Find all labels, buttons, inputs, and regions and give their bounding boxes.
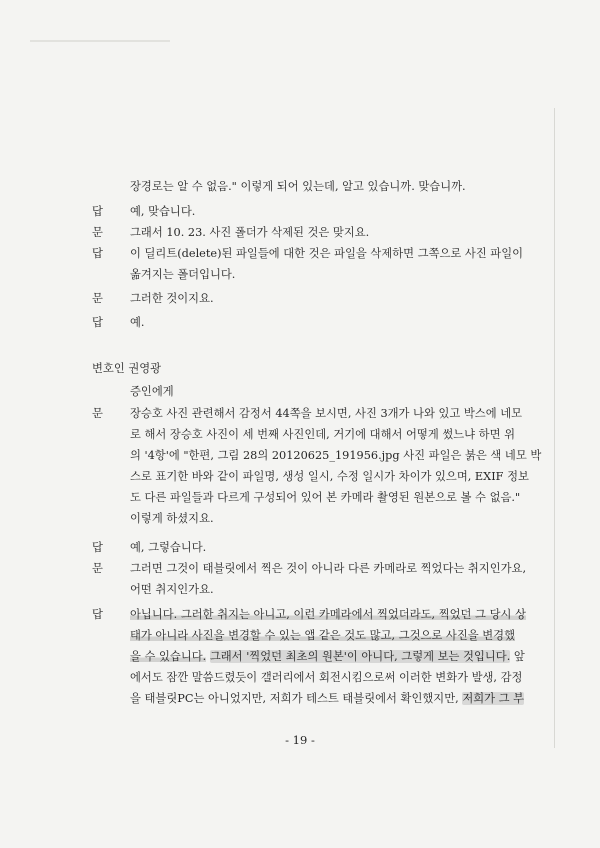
text-line: 어떤 취지인가요. [130,583,214,596]
text-fragment: 을 태블릿PC는 아니었지만, 저희가 테스트 태블릿에서 확인했지만, [130,692,459,705]
text-line: 로 해서 장승호 사진이 세 번째 사진인데, 거기에 대해서 어떻게 썼느냐 하면 위 [130,428,515,441]
text-line [130,604,534,625]
text-line: 그러면 그것이 태블릿에서 찍은 것이 아니라 다른 카메라로 찍었다는 취지인가요, [130,562,527,575]
answer-label: 답 [92,205,103,218]
question-label: 문 [92,407,103,420]
highlighted-text: 태가 아니라 사진을 변경할 수 있는 앱 같은 것도 많고, 그것으로 사진을 변경했 [130,629,515,642]
text-line: 도 다른 파일들과 다르게 구성되어 있어 본 카메라 촬영된 원본으로 볼 수 없음." [130,491,521,504]
text-line: 장승호 사진 관련해서 감정서 44쪽을 보시면, 사진 3개가 나와 있고 박스에 네모 [130,407,523,420]
answer-label: 답 [92,608,103,621]
text-line: 예, 그렇습니다. [130,541,207,554]
text-line: 의 '4항'에 "한편, 그림 28의 20120625_191956.jpg 사진 파일은 붉은 색 네모 박 [130,449,542,462]
text-line: 스로 표기한 바와 같이 파일명, 생성 일시, 수정 일시가 차이가 있으며, EXIF 정보 [130,470,529,483]
question-label: 문 [92,292,103,305]
text-line [130,688,534,709]
answer-label: 답 [92,316,103,329]
text-line: 장경로는 알 수 없음." 이렇게 되어 있는데, 알고 있습니까. 맞습니까. [130,180,466,193]
question-label: 문 [92,226,103,239]
text-line: 이렇게 하셨지요. [130,512,214,525]
text-line: 이 딜리트(delete)된 파일들에 대한 것은 파일을 삭제하면 그쪽으로 사진 파일이 [130,247,524,260]
text-fragment: 앞 [510,650,525,663]
scan-artifact [30,40,170,42]
answer-label: 답 [92,247,103,260]
text-line: 예, 맞습니다. [130,205,196,218]
answer-label: 답 [92,541,103,554]
boxed-highlight: 저희가 그 부 [462,692,525,705]
addressee-line: 증인에게 [130,385,174,398]
speaker-heading: 변호인 권영광 [92,362,162,375]
text-line: 그러한 것이지요. [130,292,214,305]
text-line [130,625,534,646]
text-line: 옮겨지는 폴더입니다. [130,268,236,281]
question-label: 문 [92,562,103,575]
scan-edge-line [554,108,555,748]
text-line: 예. [130,316,145,329]
page-number: - 19 - [285,733,315,747]
text-line: 그래서 10. 23. 사진 폴더가 삭제된 것은 맞지요. [130,226,370,239]
text-line: 에서도 잠깐 말씀드렸듯이 갤러리에서 회전시킴으로써 이러한 변화가 발생, 감정 [130,671,523,684]
boxed-highlight: 그래서 '찍었던 최초의 원본'이 아니다, 그렇게 보는 것입니다. [209,650,511,663]
highlighted-text: 아닙니다. 그러한 취지는 아니고, 이런 카메라에서 찍었더라도, 찍었던 그 당시 상 [130,608,526,621]
highlighted-text: 을 수 있습니다. [130,650,207,663]
text-line [130,646,534,667]
